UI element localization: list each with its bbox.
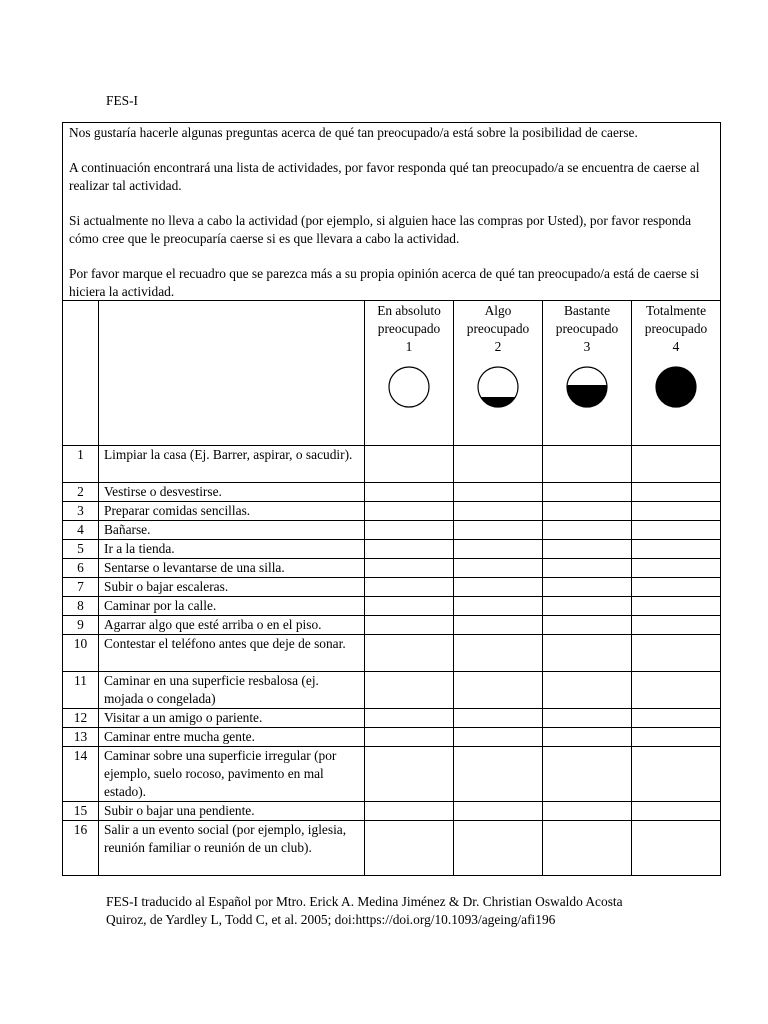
item-number: 14 [63, 747, 99, 802]
response-box-4[interactable] [632, 709, 721, 728]
item-activity: Caminar en una superficie resbalosa (ej. mojada o congelada) [99, 672, 365, 709]
table-row [63, 728, 721, 747]
item-number: 4 [63, 521, 99, 540]
questionnaire-table [62, 300, 721, 876]
response-box-2[interactable] [454, 502, 543, 521]
response-box-3[interactable] [543, 747, 632, 802]
response-box-2[interactable] [454, 446, 543, 483]
item-activity: Salir a un evento social (por ejemplo, iglesia, reunión familiar o reunión de un club). [99, 821, 365, 876]
response-box-4[interactable] [632, 821, 721, 876]
item-activity: Preparar comidas sencillas. [99, 502, 365, 521]
response-box-4[interactable] [632, 559, 721, 578]
page-title: FES-I [106, 93, 138, 108]
response-box-2[interactable] [454, 672, 543, 709]
response-box-3[interactable] [543, 521, 632, 540]
option-label: Totalmente [645, 303, 707, 318]
instruction-paragraph: Por favor marque el recuadro que se parezca más a su propia opinión acerca de qué tan preocupado/a está de caerse si hiciera la actividad. [69, 266, 700, 299]
response-box-1[interactable] [365, 446, 454, 483]
response-box-4[interactable] [632, 597, 721, 616]
response-box-3[interactable] [543, 540, 632, 559]
response-box-1[interactable] [365, 502, 454, 521]
item-number: 1 [63, 446, 99, 483]
table-row [63, 747, 721, 802]
response-box-3[interactable] [543, 446, 632, 483]
option-header-2 [454, 301, 543, 446]
response-box-4[interactable] [632, 802, 721, 821]
item-number: 10 [63, 635, 99, 672]
item-number: 6 [63, 559, 99, 578]
response-box-3[interactable] [543, 578, 632, 597]
item-activity: Contestar el teléfono antes que deje de sonar. [99, 635, 365, 672]
response-box-4[interactable] [632, 502, 721, 521]
response-box-4[interactable] [632, 672, 721, 709]
table-row [63, 709, 721, 728]
response-box-1[interactable] [365, 821, 454, 876]
response-box-2[interactable] [454, 521, 543, 540]
table-row [63, 559, 721, 578]
response-box-2[interactable] [454, 597, 543, 616]
item-activity: Limpiar la casa (Ej. Barrer, aspirar, o sacudir). [99, 446, 365, 483]
table-row [63, 540, 721, 559]
response-box-1[interactable] [365, 616, 454, 635]
response-box-3[interactable] [543, 502, 632, 521]
table-row [63, 502, 721, 521]
response-box-2[interactable] [454, 483, 543, 502]
response-box-2[interactable] [454, 578, 543, 597]
option-value: 2 [494, 339, 502, 354]
response-box-1[interactable] [365, 672, 454, 709]
response-box-3[interactable] [543, 559, 632, 578]
response-box-2[interactable] [454, 747, 543, 802]
table-row [63, 483, 721, 502]
footer-line: FES-I traducido al Español por Mtro. Erick A. Medina Jiménez & Dr. Christian Oswaldo Acosta [106, 894, 623, 909]
response-box-1[interactable] [365, 559, 454, 578]
item-activity: Ir a la tienda. [99, 540, 365, 559]
item-number: 15 [63, 802, 99, 821]
response-box-4[interactable] [632, 483, 721, 502]
item-number: 2 [63, 483, 99, 502]
table-row [63, 597, 721, 616]
item-number: 7 [63, 578, 99, 597]
item-activity: Subir o bajar escaleras. [99, 578, 365, 597]
response-box-3[interactable] [543, 616, 632, 635]
quarter-filled-circle-icon [476, 365, 520, 409]
table-row [63, 635, 721, 672]
option-value: 3 [583, 339, 591, 354]
item-number: 16 [63, 821, 99, 876]
table-row [63, 521, 721, 540]
response-box-2[interactable] [454, 559, 543, 578]
response-box-1[interactable] [365, 728, 454, 747]
item-activity: Visitar a un amigo o pariente. [99, 709, 365, 728]
option-label: Bastante [563, 303, 611, 318]
item-activity: Caminar entre mucha gente. [99, 728, 365, 747]
item-number: 11 [63, 672, 99, 709]
item-activity: Vestirse o desvestirse. [99, 483, 365, 502]
footer-citation [106, 893, 623, 929]
response-box-3[interactable] [543, 821, 632, 876]
table-row [63, 821, 721, 876]
response-box-1[interactable] [365, 521, 454, 540]
response-box-2[interactable] [454, 540, 543, 559]
response-box-3[interactable] [543, 483, 632, 502]
header-blank-activity [99, 301, 365, 446]
response-box-4[interactable] [632, 521, 721, 540]
item-activity: Subir o bajar una pendiente. [99, 802, 365, 821]
empty-circle-icon [387, 365, 431, 409]
response-box-3[interactable] [543, 728, 632, 747]
header-blank-number [63, 301, 99, 446]
response-box-2[interactable] [454, 616, 543, 635]
response-box-2[interactable] [454, 728, 543, 747]
option-label: preocupado [555, 321, 619, 336]
item-activity: Sentarse o levantarse de una silla. [99, 559, 365, 578]
response-box-1[interactable] [365, 483, 454, 502]
response-box-3[interactable] [543, 802, 632, 821]
option-header-1 [365, 301, 454, 446]
item-number: 12 [63, 709, 99, 728]
option-label: preocupado [466, 321, 530, 336]
item-number: 3 [63, 502, 99, 521]
response-box-4[interactable] [632, 635, 721, 672]
option-value: 1 [405, 339, 413, 354]
response-box-1[interactable] [365, 635, 454, 672]
response-box-4[interactable] [632, 728, 721, 747]
item-activity: Caminar sobre una superficie irregular (por ejemplo, suelo rocoso, pavimento en mal estado). [99, 747, 365, 802]
option-label: En absoluto [377, 303, 441, 318]
response-box-2[interactable] [454, 709, 543, 728]
option-header-4 [632, 301, 721, 446]
table-row [63, 578, 721, 597]
response-box-3[interactable] [543, 672, 632, 709]
table-row [63, 616, 721, 635]
response-box-4[interactable] [632, 747, 721, 802]
instruction-paragraph: Nos gustaría hacerle algunas preguntas acerca de qué tan preocupado/a está sobre la posibilidad de caerse. [69, 125, 638, 140]
item-number: 8 [63, 597, 99, 616]
response-box-1[interactable] [365, 540, 454, 559]
response-box-1[interactable] [365, 578, 454, 597]
response-box-4[interactable] [632, 578, 721, 597]
response-box-1[interactable] [365, 597, 454, 616]
table-row [63, 672, 721, 709]
footer-line: Quiroz, de Yardley L, Todd C, et al. 2005; doi:https://doi.org/10.1093/ageing/afi196 [106, 912, 556, 927]
item-number: 5 [63, 540, 99, 559]
option-header-3 [543, 301, 632, 446]
option-value: 4 [672, 339, 680, 354]
instruction-paragraph: Si actualmente no lleva a cabo la actividad (por ejemplo, si alguien hace las compras por Usted), por favor responda cómo cree que le preocuparía caerse si es que llevara a cabo la actividad. [69, 213, 692, 246]
item-number: 13 [63, 728, 99, 747]
response-box-4[interactable] [632, 446, 721, 483]
option-label: preocupado [644, 321, 708, 336]
item-activity: Caminar por la calle. [99, 597, 365, 616]
item-activity: Bañarse. [99, 521, 365, 540]
instructions-box [62, 122, 721, 301]
header-row [63, 301, 721, 446]
response-box-2[interactable] [454, 635, 543, 672]
response-box-1[interactable] [365, 747, 454, 802]
option-label: Algo [484, 303, 512, 318]
option-label: preocupado [377, 321, 441, 336]
response-box-1[interactable] [365, 802, 454, 821]
response-box-2[interactable] [454, 802, 543, 821]
response-box-3[interactable] [543, 597, 632, 616]
response-box-3[interactable] [543, 709, 632, 728]
table-row [63, 446, 721, 483]
half-filled-circle-icon [565, 365, 609, 409]
item-activity: Agarrar algo que esté arriba o en el piso. [99, 616, 365, 635]
response-box-1[interactable] [365, 709, 454, 728]
response-box-2[interactable] [454, 821, 543, 876]
response-box-4[interactable] [632, 540, 721, 559]
response-box-4[interactable] [632, 616, 721, 635]
full-circle-icon [654, 365, 698, 409]
instruction-paragraph: A continuación encontrará una lista de actividades, por favor responda qué tan preocupado/a se encuentra de caerse al realizar tal actividad. [69, 160, 700, 193]
response-box-3[interactable] [543, 635, 632, 672]
item-number: 9 [63, 616, 99, 635]
table-row [63, 802, 721, 821]
